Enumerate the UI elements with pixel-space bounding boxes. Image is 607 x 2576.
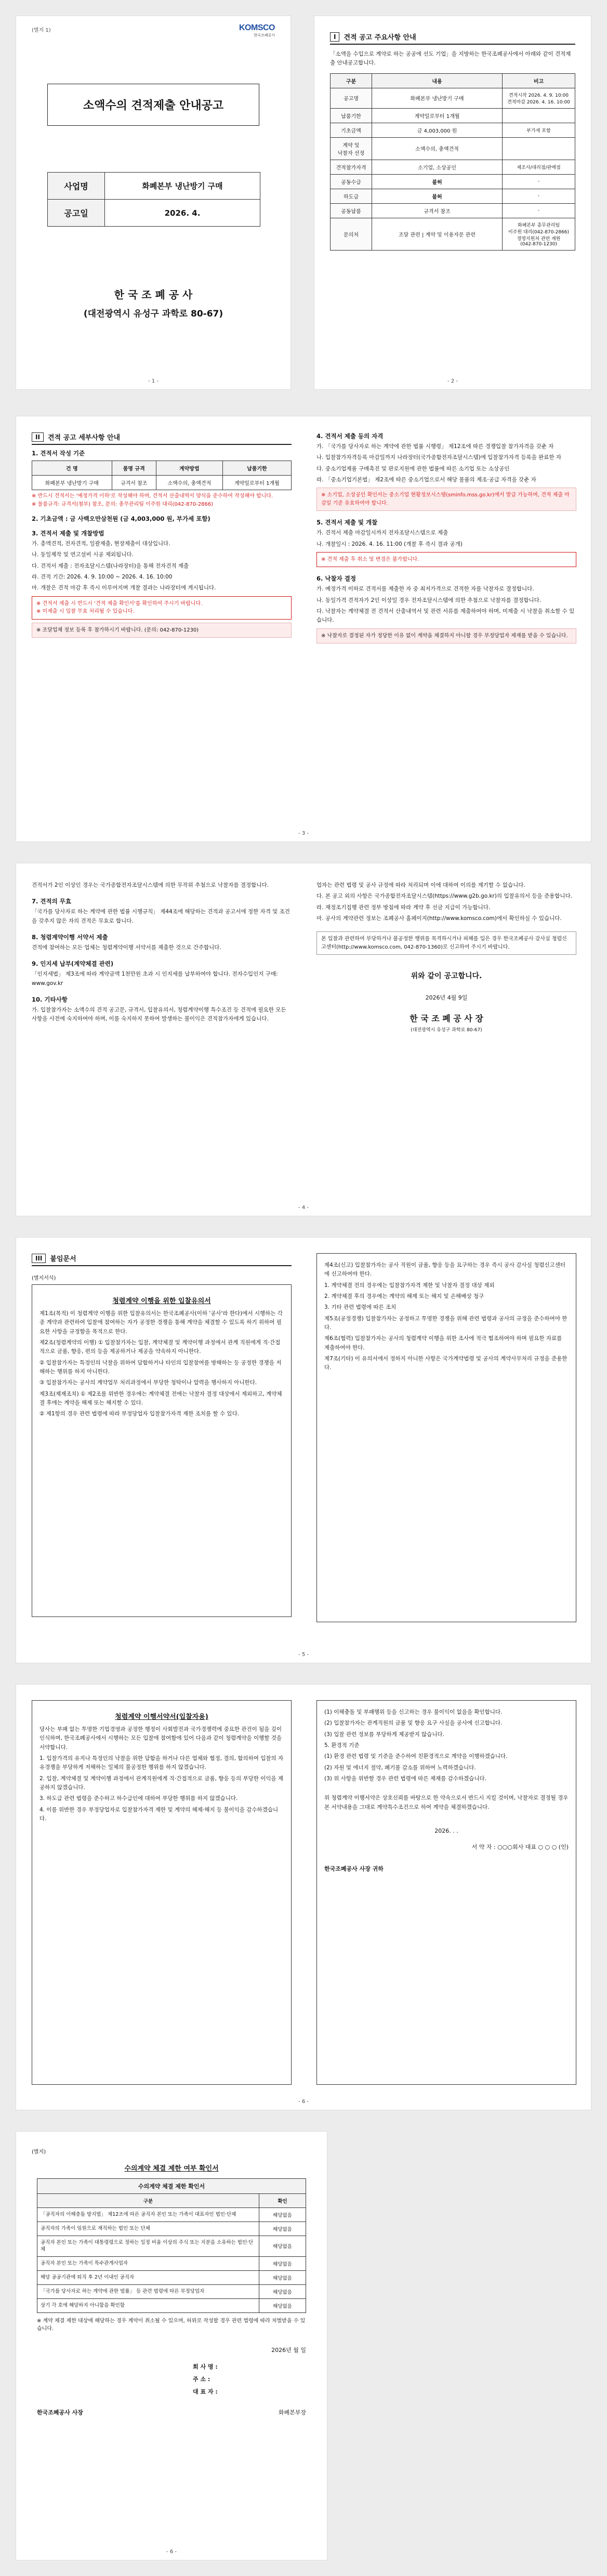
section-title: 견적 공고 주요사항 안내 xyxy=(344,34,416,42)
page-1 xyxy=(16,16,291,390)
signature-block xyxy=(37,2362,306,2396)
list-item: 3. 하도급 관련 법령을 준수하고 하수급인에 대하여 부당한 행위를 하지 않겠습니다. xyxy=(39,1795,238,1802)
organization-address: (대전광역시 유성구 과학로 80-67) xyxy=(83,309,223,319)
col-header: 구분 xyxy=(37,2194,259,2208)
list-item: (1) 환경 관련 법령 및 기준을 준수하여 친환경적으로 계약을 이행하겠습니다. xyxy=(324,1753,508,1760)
list-item: 1. 입찰가격의 유지나 특정인의 낙찰을 위한 담합을 하거나 다른 업체와 협정, 결의, 합의하여 입찰의 자유경쟁을 부당하게 저해하는 일체의 불공정한 행위를 하지 않겠습니다. xyxy=(39,1755,284,1771)
estimate-table xyxy=(32,461,292,490)
table-title: 수의계약 체결 제한 확인서 xyxy=(37,2178,306,2193)
section-title: 견적 공고 세부사항 안내 xyxy=(47,434,121,442)
opening-items xyxy=(316,529,576,549)
list-item: ② 제1항의 경우 관련 법령에 따라 부정당업자 입찰참가자격 제한 조치를 할 수 있다. xyxy=(39,1411,240,1417)
row-label: 하도급 xyxy=(331,189,372,203)
table-row xyxy=(32,476,292,490)
row-label: 기초금액 xyxy=(331,123,372,137)
list-item: 다. 낙찰자는 계약체결 전 견적서 산출내역서 및 관련 서류를 제출하여야 하며, 미제출 시 낙찰을 취소할 수 있습니다. xyxy=(316,608,575,624)
row-note: - xyxy=(503,203,575,218)
list-item: (1) 이해충돌 및 부패행위 등을 신고하는 경우 불이익이 없음을 확인합니다. xyxy=(324,1709,503,1715)
list-item: 가. 총액견적, 전자견적, 일괄제출, 현장제출이 대상입니다. xyxy=(32,541,170,547)
misc-items xyxy=(316,892,576,923)
list-item: 마. 공사의 계약관련 정보는 조폐공사 홈페이지(http://www.komsco.com)에서 확인하실 수 있습니다. xyxy=(316,915,562,922)
recipient: 한국조폐공사 사장 xyxy=(37,2409,83,2416)
cell: 계약일로부터 1개월 xyxy=(222,476,291,490)
row-value: 규격서 참조 xyxy=(372,203,503,218)
page-number: - 6 - xyxy=(298,2099,309,2105)
table-header-row xyxy=(331,73,575,88)
form-tag: (별지) xyxy=(32,2149,46,2155)
restriction-check-table xyxy=(37,2193,306,2313)
cell: 규격서 참조 xyxy=(112,476,156,490)
row-check: 해당없음 xyxy=(259,2256,306,2270)
row-check: 해당없음 xyxy=(259,2236,306,2257)
row-label: 해당 공공기관에 퇴직 후 2년 이내인 공직자 xyxy=(37,2270,259,2284)
row-note xyxy=(503,108,575,123)
table-row xyxy=(37,2222,306,2236)
table-row xyxy=(48,173,260,200)
list-item: 4. 이를 위반한 경우 부정당업자로 입찰참가자격 제한 및 계약의 해제·해지 등 불이익을 감수하겠습니다. xyxy=(39,1806,279,1822)
row-note: 제조사/대리점/판매점 xyxy=(503,160,575,174)
row-label: 견적참가자격 xyxy=(331,160,372,174)
paragraph: 가. 입찰참가자는 소액수의 견적 공고문, 규격서, 입찰유의서, 청렴계약이행 특수조건 등 견적에 필요한 모든 사항을 사전에 숙지하여야 하며, 이를 숙지하지 못하여 발생하는 불이익은 견적참가자에게 있습니다. xyxy=(32,1006,286,1022)
subsection-title: 9. 인지세 납부(계약체결 관련) xyxy=(32,960,114,968)
row-check: 해당없음 xyxy=(259,2208,306,2222)
pledge-date: 2026. . . xyxy=(434,1827,458,1834)
row-check: 해당없음 xyxy=(259,2284,306,2298)
list-item: 2. 입찰, 계약체결 및 계약이행 과정에서 관계직원에게 직·간접적으로 금품, 향응 등의 부당한 이익을 제공하지 않겠습니다. xyxy=(39,1775,284,1791)
page-3 xyxy=(16,416,591,842)
row-note: - xyxy=(503,174,575,189)
col-header: 비고 xyxy=(503,73,575,88)
section-number: III xyxy=(32,1254,46,1263)
row-label: 문의처 xyxy=(331,218,372,250)
section-number: II xyxy=(32,432,44,442)
announce-date: 2026년 4월 9일 xyxy=(425,994,468,1002)
list-item: 제6조(협력) 입찰참가자는 공사의 청렴계약 이행을 위한 조사에 적극 협조하여야 하며 필요한 자료를 제출하여야 한다. xyxy=(324,1335,562,1351)
table-row xyxy=(331,189,575,203)
list-item: 다. 견적서 제출 : 전자조달시스템(나라장터)을 통해 전자견적 제출 xyxy=(32,562,189,569)
row-check: 해당없음 xyxy=(259,2222,306,2236)
paragraph: 「인지세법」 제3조에 따라 계약금액 1천만원 초과 시 인지세를 납부하여야 합니다. 전자수입인지 구매: www.gov.kr xyxy=(32,971,278,987)
col-header: 계약방법 xyxy=(156,461,222,476)
table-row xyxy=(331,218,575,250)
row-value: 불허 xyxy=(372,174,503,189)
list-item: (2) 입찰참가자는 관계직원의 금품 및 향응 요구 사실을 공사에 신고합니다. xyxy=(324,1720,503,1727)
list-item: 라. 재정조기집행 관련 정부 방침에 따라 계약 후 선금 지급이 가능합니다. xyxy=(316,904,491,911)
list-item: 2. 계약체결 후의 경우에는 계약의 해제 또는 해지 및 손해배상 청구 xyxy=(324,1293,484,1299)
row-note: 부가세 포함 xyxy=(503,123,575,137)
col-header: 확인 xyxy=(259,2194,306,2208)
pledge-items xyxy=(324,1708,569,1783)
table-row xyxy=(331,123,575,137)
organization-name: 한 국 조 폐 공 사 xyxy=(114,288,193,301)
page-number: - 5 - xyxy=(298,1652,309,1658)
table-row xyxy=(331,174,575,189)
subsection-title: 2. 기초금액 : 금 사백오만삼천원 (금 4,003,000 원, 부가세 포함) xyxy=(32,515,210,522)
list-item: 제3조(제재조치) ① 제2조를 위반한 경우에는 계약체결 전에는 낙찰자 결정 대상에서 제외하고, 계약체결 후에는 계약을 해제 또는 해지할 수 있다. xyxy=(39,1390,282,1406)
table-row xyxy=(37,2284,306,2298)
table-header-row xyxy=(37,2194,306,2208)
list-item: 가. 「국가를 당사자로 하는 계약에 관한 법률 시행령」 제12조에 따른 경쟁입찰 참가자격을 갖춘 자 xyxy=(316,443,554,450)
date-value: 2026. 4. xyxy=(105,200,260,227)
table-row xyxy=(331,160,575,174)
project-label: 사업명 xyxy=(48,173,105,200)
table-row xyxy=(331,137,575,160)
subsection-title: 3. 견적서 제출 및 개찰방법 xyxy=(32,530,104,537)
pledge-signer: 서 약 자 : ○○○회사 대표 ○ ○ ○ (인) xyxy=(471,1843,569,1850)
list-item: (3) 입찰 관련 정보를 부당하게 제공받지 않습니다. xyxy=(324,1731,444,1738)
page-4 xyxy=(16,863,591,1216)
pledge-items xyxy=(39,1725,284,1823)
table-note: ※ 계약 체결 제한 대상에 해당하는 경우 계약이 취소될 수 있으며, 허위로 작성할 경우 관련 법령에 따라 처벌받을 수 있습니다. xyxy=(37,2318,306,2332)
table-row xyxy=(37,2256,306,2270)
row-label: 「공직자의 이해충돌 방지법」 제12조에 따른 공직자 본인 또는 가족이 대표자인 법인·단체 xyxy=(37,2208,259,2222)
form-mark: (별지 1) xyxy=(32,28,51,33)
row-value: 조달 관련 | 계약 및 이용자문 관련 xyxy=(372,218,503,250)
signature-line: 회 사 명 : xyxy=(193,2363,218,2370)
row-note: 화폐본부 총무관리팀 이주원 대리(042-870-2866) 경영지원처 관련 계원 (042-870-1230) xyxy=(503,218,575,250)
section-header xyxy=(32,432,292,445)
table-row xyxy=(331,203,575,218)
table-row xyxy=(48,200,260,227)
row-label: 상기 각 호에 해당하지 아니함을 확인함 xyxy=(37,2298,259,2312)
list-item: 제2조(청렴계약의 이행) ① 입찰참가자는 입찰, 계약체결 및 계약이행 과정에서 관계 직원에게 직·간접적으로 금품, 향응, 편의 등을 제공하거나 제공을 약속하지 아니한다. xyxy=(39,1339,281,1355)
page-number: - 1 - xyxy=(148,378,159,384)
table-row xyxy=(37,2270,306,2284)
list-item: 1. 계약체결 전의 경우에는 입찰참가자격 제한 및 낙찰자 결정 대상 제외 xyxy=(324,1282,495,1289)
closing-text: 위 청렴계약 이행서약은 상호신뢰를 바탕으로 한 약속으로서 반드시 지킬 것이며, 낙찰자로 결정될 경우 본 서약내용을 그대로 계약특수조건으로 하여 계약을 체결하겠습니다. xyxy=(324,1795,569,1810)
form-tag: (별지서식) xyxy=(32,1276,56,1281)
signature-line: 대 표 자 : xyxy=(193,2388,218,2395)
list-item: 3. 기타 관련 법령에 따른 조치 xyxy=(324,1304,397,1311)
subsection-title: 1. 견적서 작성 기준 xyxy=(32,450,85,457)
table-row xyxy=(331,108,575,123)
signer-address: (대전광역시 유성구 과학로 80-67) xyxy=(411,1028,482,1033)
list-item: 나. 개찰일시 : 2026. 4. 16. 11:00 (개찰 후 즉시 결과 공개) xyxy=(316,541,463,547)
komsco-logo: KOMSCO 한국조폐공사 xyxy=(239,23,275,37)
row-value: 불허 xyxy=(372,189,503,203)
page-2 xyxy=(314,16,591,390)
row-note xyxy=(503,137,575,160)
info-box: ※ 낙찰자로 결정된 자가 정당한 이유 없이 계약을 체결하지 아니할 경우 부정당업자 제재를 받을 수 있습니다. xyxy=(316,628,576,644)
page-number: - 3 - xyxy=(298,831,309,836)
confirm-date: 2026년 월 일 xyxy=(271,2346,306,2354)
pledge-recipient: 한국조폐공사 사장 귀하 xyxy=(324,1865,384,1872)
row-value: 소기업, 소상공인 xyxy=(372,160,503,174)
subsection-title: 8. 청렴계약이행 서약서 제출 xyxy=(32,933,108,941)
row-label: 계약 및 낙찰자 선정 xyxy=(331,137,372,160)
col-header: 납품기한 xyxy=(222,461,291,476)
row-label: 공동수급 xyxy=(331,174,372,189)
row-value: 계약일로부터 1개월 xyxy=(372,108,503,123)
report-notice-box: 본 입찰과 관련하여 부당하거나 불공정한 행위를 목격하시거나 피해를 입은 경우 한국조폐공사 감사실 청렴신고센터(http://www.komsco.com, 042-870-1360)로 신고하여 주시기 바랍니다. xyxy=(316,931,576,955)
subsection-title: 7. 견적의 무효 xyxy=(32,898,71,905)
notice-info-table xyxy=(47,172,260,227)
list-item: 나. 동일제작 및 연고설비 시공 제외됩니다. xyxy=(32,551,134,558)
form-title: 청렴계약 이행을 위한 입찰유의서 xyxy=(112,1297,211,1305)
subsection-title: 4. 견적서 제출 등의 자격 xyxy=(316,432,384,440)
row-label: 공고명 xyxy=(331,88,372,108)
cell: 소액수의, 총액견적 xyxy=(156,476,222,490)
table-row xyxy=(37,2298,306,2312)
col-header: 건 명 xyxy=(32,461,112,476)
section-number: I xyxy=(330,32,339,42)
table-row xyxy=(331,88,575,108)
row-note: 견적시작 2026. 4. 9. 10:00 견적마감 2026. 4. 16. 10:00 xyxy=(503,88,575,108)
form-title: 수의계약 체결 제한 여부 확인서 xyxy=(124,2165,219,2173)
paragraph: 「국가를 당사자로 하는 계약에 관한 법률 시행규칙」 제44조에 해당하는 견적과 공고서에 정한 자격 및 조건을 갖추지 않은 자의 견적은 무효로 합니다. xyxy=(32,909,290,924)
list-item: 제4조(신고) 입찰참가자는 공사 직원이 금품, 향응 등을 요구하는 경우 즉시 공사 감사실 청렴신고센터에 신고하여야 한다. xyxy=(324,1262,565,1278)
page-number: - 2 - xyxy=(447,378,458,384)
submission-items xyxy=(32,540,292,593)
section-header xyxy=(32,1253,292,1266)
form-articles xyxy=(324,1261,569,1372)
subsection-title: 6. 낙찰자 결정 xyxy=(316,575,356,583)
row-value: 소액수의, 총액견적 xyxy=(372,137,503,160)
row-label: 공직자 본인 또는 가족이 대통령령으로 정하는 일정 비율 이상의 주식 또는 지분을 소유하는 법인·단체 xyxy=(37,2236,259,2257)
paragraph: 업자는 관련 법령 및 공사 규정에 따라 처리되며 이에 대하여 이의를 제기할 수 없습니다. xyxy=(316,882,525,888)
list-item: 마. 개찰은 견적 마감 후 즉시 이루어지며 개찰 결과는 나라장터에 게시됩니다. xyxy=(32,585,216,592)
list-item: (2) 자원 및 에너지 절약, 폐기물 감소를 위하여 노력하겠습니다. xyxy=(324,1764,476,1771)
eligibility-items xyxy=(316,442,576,484)
table-row xyxy=(37,2236,306,2257)
row-check: 해당없음 xyxy=(259,2270,306,2284)
project-value: 화폐본부 냉난방기 구매 xyxy=(105,173,260,200)
section-header xyxy=(330,32,575,45)
page-7 xyxy=(16,2131,327,2560)
row-label: 「국가를 당사자로 하는 계약에 관한 법률」 등 관련 법령에 따른 부정당업자 xyxy=(37,2284,259,2298)
list-item: 나. 입찰참가자격등록 마감일까지 나라장터(국가종합전자조달시스템)에 입찰참가자격 등록을 완료한 자 xyxy=(316,454,562,461)
page-number: - 6 - xyxy=(166,2549,177,2555)
signer-org: 한 국 조 폐 공 사 장 xyxy=(410,1014,483,1024)
row-value: 금 4,003,000 원 xyxy=(372,123,503,137)
list-item: 가. 견적서 제출 마감일시까지 전자조달시스템으로 제출 xyxy=(316,530,448,536)
info-box: ※ 소기업, 소상공인 확인서는 중소기업 현황정보시스템(sminfo.mss.go.kr)에서 발급 가능하며, 견적 제출 마감일 기준 유효하여야 합니다. xyxy=(316,488,576,511)
document-title: 소액수의 견적제출 안내공고 xyxy=(47,84,259,126)
summary-table xyxy=(330,73,575,251)
list-item: (3) 위 사항을 위반할 경우 관련 법령에 따른 제재를 감수하겠습니다. xyxy=(324,1775,486,1782)
col-header: 구분 xyxy=(331,73,372,88)
list-item: ③ 입찰참가자는 공사의 계약업무 처리과정에서 부당한 청탁이나 압력을 행사하지 아니한다. xyxy=(39,1379,257,1386)
list-item: 당사는 부패 없는 투명한 기업경영과 공정한 행정이 사회발전과 국가경쟁력에 중요한 관건이 됨을 깊이 인식하며, 한국조폐공사에서 시행하는 모든 입찰에 참여함에 있어 다음과 같이 청렴계약을 이행할 것을 서약합니다. xyxy=(39,1726,282,1751)
intro-text: 「소액을 수입으로 계약로 하는 공공에 선도 기업」을 지방하는 한국조폐공사에서 아래와 같이 견적제출 안내공고합니다. xyxy=(330,51,571,67)
list-item: 제1조(목적) 이 청렴계약 이행을 위한 입찰유의서는 한국조폐공사(이하 '공사'라 한다)에서 시행하는 각종 계약과 관련하여 입찰에 참여하는 자가 공정한 경쟁을 통해 계약을 체결할 수 있도록 하기 위하여 필요한 사항을 규정함을 목적으로 한다. xyxy=(39,1310,283,1335)
paragraph: 견적에 참여하는 모든 업체는 청렴계약이행 서약서를 제출한 것으로 간주합니다. xyxy=(32,944,221,951)
row-label: 공동납품 xyxy=(331,203,372,218)
cell: 화폐본부 냉난방기 구매 xyxy=(32,476,112,490)
page-5 xyxy=(16,1237,591,1663)
row-label: 공직자의 가족이 임원으로 재직하는 법인 또는 단체 xyxy=(37,2222,259,2236)
signature-line: 주 소 : xyxy=(193,2375,210,2383)
page-number: - 4 - xyxy=(298,1205,309,1211)
list-item: 제7조(기타) 이 유의서에서 정하지 아니한 사항은 국가계약법령 및 공사의 계약사무처리 규정을 준용한다. xyxy=(324,1355,568,1371)
list-item: 제5조(공정경쟁) 입찰참가자는 공정하고 투명한 경쟁을 위해 관련 법령과 공사의 규정을 준수하여야 한다. xyxy=(324,1315,568,1331)
list-item: 다. 중소기업제품 구매촉진 및 판로지원에 관한 법률에 따른 소기업 또는 소상공인 xyxy=(316,465,510,472)
row-value: 화폐본부 냉난방기 구매 xyxy=(372,88,503,108)
list-item: ② 입찰참가자는 특정인의 낙찰을 위하여 담합하거나 타인의 입찰참여를 방해하는 등 공정한 경쟁을 저해하는 행위를 하지 아니한다. xyxy=(39,1359,282,1375)
page-6 xyxy=(16,1684,591,2110)
list-item: 라. 「중소기업기본법」 제2조에 따른 중소기업으로서 해당 물품의 제조·공급 자격을 갖춘 자 xyxy=(316,476,536,483)
warning-box: ※ 견적서 제출 시 반드시 '견적 제출 확인서'를 확인하여 주시기 바랍니다. ※ 미제출 시 입찰 무효 처리될 수 있습니다. xyxy=(32,596,292,620)
form-articles xyxy=(39,1309,284,1418)
info-box: ※ 조달업체 정보 등록 후 참가하시기 바랍니다. (문의: 042-870-1230) xyxy=(32,623,292,638)
list-item: 가. 예정가격 이하로 견적서를 제출한 자 중 최저가격으로 견적한 자를 낙찰자로 결정합니다. xyxy=(316,586,534,593)
estimate-notes: ※ 반드시 견적서는 '예정가격 이하'로 작성해야 하며, 견적서 산출내역서 양식을 준수하여 작성해야 합니다. ※ 물품규격: 규격서(첨부) 참조, 문의: 총무관리팀 이주원 대리(042-870-2866) xyxy=(32,493,273,507)
col-header: 내용 xyxy=(372,73,503,88)
row-note: - xyxy=(503,189,575,203)
table-header-row xyxy=(32,461,292,476)
list-item: 5. 환경적 기준 xyxy=(324,1742,360,1749)
date-label: 공고일 xyxy=(48,200,105,227)
list-item: 라. 견적 기간: 2026. 4. 9. 10:00 ~ 2026. 4. 16. 10:00 xyxy=(32,573,173,580)
list-item: 나. 동일가격 견적자가 2인 이상일 경우 전자조달시스템에 의한 추첨으로 낙찰자를 결정합니다. xyxy=(316,597,542,603)
table-row xyxy=(37,2208,306,2222)
row-label: 공직자 본인 또는 가족이 특수관계사업자 xyxy=(37,2256,259,2270)
paragraph: 견적서가 2인 이상인 경우는 국가종합전자조달시스템에 의한 무작위 추첨으로 낙찰자를 결정합니다. xyxy=(32,882,269,888)
award-items xyxy=(316,585,576,625)
row-check: 해당없음 xyxy=(259,2298,306,2312)
list-item: 다. 본 공고 외의 사항은 국가종합전자조달시스템(https://www.g2b.go.kr)의 입찰유의서 등을 준용합니다. xyxy=(316,893,573,900)
subsection-title: 5. 견적서 제출 및 개찰 xyxy=(316,519,378,527)
col-header: 품명 규격 xyxy=(112,461,156,476)
row-label: 납품기한 xyxy=(331,108,372,123)
warning-box: ※ 견적 제출 후 취소 및 변경은 불가합니다. xyxy=(316,552,576,568)
department-label: 화폐본부장 xyxy=(278,2409,306,2416)
announce-text: 위와 같이 공고합니다. xyxy=(411,972,482,981)
form-title: 청렴계약 이행서약서(입찰자용) xyxy=(115,1713,208,1721)
subsection-title: 10. 기타사항 xyxy=(32,995,68,1003)
section-title: 붙임문서 xyxy=(50,1255,76,1263)
